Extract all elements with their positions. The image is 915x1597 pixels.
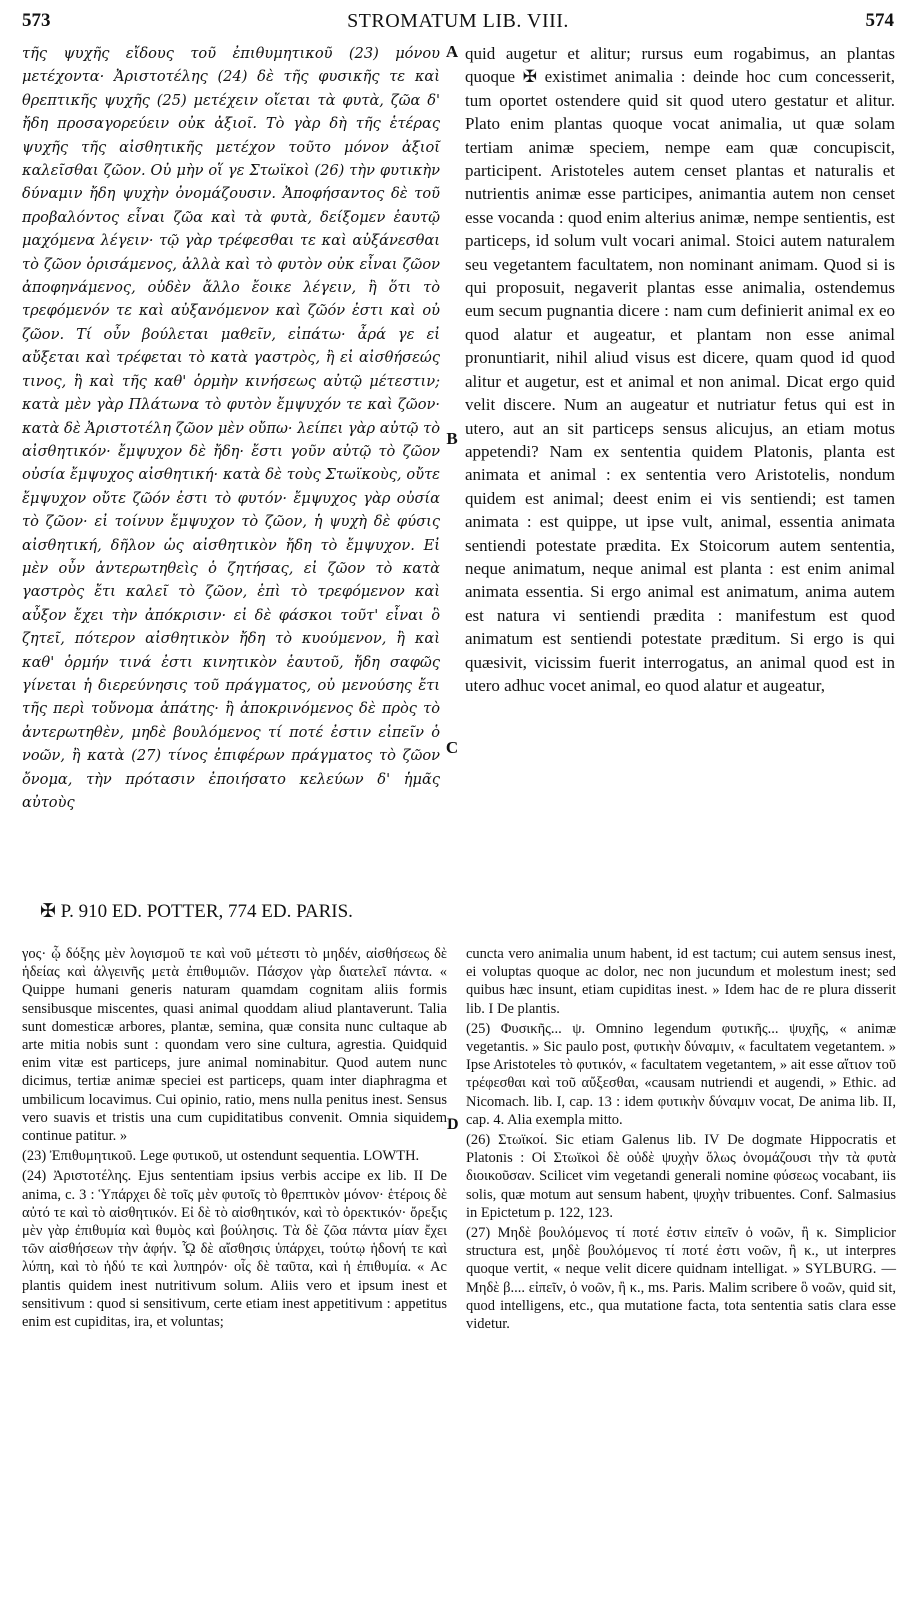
greek-paragraph: τῆς ψυχῆς εἴδους τοῦ ἐπιθυμητικοῦ (23) μόνου μετέχοντα· Ἀριστοτέλης (24) δὲ τῆς φυσικῆς τε καὶ θρεπτικῆς ψυχῆς (25) μετέχειν οἴεται τὰ φυτὰ, ζῶα δ' ἤδη προσαγορεύειν οὐκ ἀξιοῖ. Τὸ γὰρ δὴ τῆς ἑτέρας ψυχῆς τῆς αἰσθητικῆς μετέχον τοῦτο μόνον ἀξιοῖ καλεῖσθαι ζῶον. Οὐ μὴν οἵ γε Στωϊκοὶ (26) τὴν φυτικὴν δύναμιν ἤδη ψυχὴν ὀνομάζουσιν. Ἀποφήσαντος δὲ τοῦ προβαλόντος εἶναι ζῶα καὶ τὰ φυτὰ, δείξομεν ἑαυτῷ μαχόμενα λέγειν· τῷ γὰρ τρέφεσθαι τε καὶ αὐξάνεσθαι τὸ ζῶον ὁρισάμενος, ἀλλὰ καὶ τὸ φυτὸν οὐκ εἶναι ζῶον ἀποφηνάμενος, οὐδὲν ἄλλο ἔοικε λέγειν, ἢ ὅτι τὸ τρεφόμενόν τε καὶ αὐξανόμενον καὶ ζῶόν ἐστι καὶ οὐ ζῶον. Τί οὖν βούλεται μαθεῖν, εἰπάτω· ἆρά γε εἰ αὔξεται καὶ τρέφεται τὸ κατὰ γαστρὸς, ἢ εἰ αἰσθήσεώς τινος, ἢ καὶ τῆς καθ' ὁρμὴν κινήσεως αὐτῷ μέτεστιν; κατὰ μὲν γὰρ Πλάτωνα τὸ φυτὸν ἔμψυχόν τε καὶ ζῶον· κατὰ δὲ Ἀριστοτέλη ζῶον μὲν οὔπω· λείπει γὰρ αὐτῷ τὸ αἰσθητικόν· ἔμψυχον δὲ ἤδη· ἔστι γοῦν αὐτῷ τὸ ζῶον οὐσία ἔμψυχος αἰσθητική· κατὰ δὲ τοὺς Στωϊκοὺς, οὔτε ἔμψυχον οὔτε ζῶόν ἐστι τὸ φυτόν· ἔμψυχος γὰρ οὐσία τὸ ζῶον· εἰ τοίνυν ἔμψυχον τὸ ζῶον, ἡ ψυχὴ δὲ φύσις αἰσθητική, δῆλον ὡς αἰσθητικὸν ἤδη τὸ ἔμψυχον. Εἰ μὲν οὖν ἀντερωτηθεὶς ὁ ζητήσας, εἰ ζῶον τὸ κατὰ γαστρὸς ἔτι καλεῖ τὸ ζῶον, ἐπὶ τὸ τρεφόμενον καὶ αὖξον ἔχει τὴν ἀπόκρισιν· εἰ δὲ φάσκοι τοῦτ' εἶναι ὃ ζητεῖ, πότερον αἰσθητικὸν ἤδη τὸ κυούμενον, ἢ καὶ καθ' ὁρμήν τινά ἐστι κινητικὸν ἑαυτοῦ, ἤδη σαφῶς γίνεται ἡ διερεύνησις τοῦ πράγματος, οὐ μενούσης ἔτι τῆς περὶ τοὔνομα ἀπάτης· ἢ ἀποκρινόμενος δὲ πρὸς τὸ ἀντερωτηθὲν, μηδὲ βουλόμενος τί ποτέ ἐστιν εἰπεῖν ὁ νοῶν, ἢ κατὰ (27) τίνος ἐπιφέρων πράγματος τὸ ζῶον ὄνομα, τὴν πρότασιν ἐποιήσατο κελεύων δ' ἡμᾶς αὐτοὺς: [22, 45, 440, 811]
footnote-25: (25) Φυσικῆς... ψ. Omnino legendum φυτικῆς... ψυχῆς, « animæ vegetantis. » Sic paulo post, φυτικὴν δύναμιν, « facultatem vegetantem. » Ipse Aristoteles τὸ φυτικόν, « facultatem vegetantem, » ait esse αἴτιον τοῦ τρέφεσθαι καὶ τοῦ αὔξεσθαι, «causam nutriendi et augendi, » Ethic. ad Nicomach. lib. I, cap. 13 : idem φυτικὴν δύναμιν vocat, De anima lib. II, cap. 4. Alia exempla mitto.: [466, 1020, 896, 1128]
page-number-right: 574: [865, 10, 894, 31]
footnote-24-continuation: cuncta vero animalia unum habent, id est tactum; cui autem sensus inest, ei voluptas quoque ac dolor, nec non jucundum et molestum inest; sed quibus hæc insunt, etiam cupiditas inest. » Idem hac de re plura disserit lib. I De plantis.: [466, 946, 896, 1017]
section-mark-c: C: [445, 738, 459, 757]
latin-paragraph: quid augetur et alitur; rursus eum rogabimus, an plantas quoque ✠ existimet animalia : deinde hoc cum concesserit, tum oportet ostendere quid sit quod utero gestatur et alitur. Plato enim plantas quoque vocat animalia, ut quæ solam tertiam animæ speciem, nempe eam quæ concupiscit, participent. Aristoteles autem censet plantas et naturalis et nutrientis animæ esse participes, animantia autem non censet esse vocanda : quod enim alterius animæ, nempe sentientis, est particeps, id solum vult vocari animal. Stoici autem naturalem seu vegetantem facultatem, non nominant animam. Quod si is qui proposuit, negaverit plantas esse animalia, ostendemus eum secum pugnantia dicere : nam cum definierit animal ex eo quod alatur et augeatur, et plantam non esse animal pronuntiarit, nihil aliud visus est dicere, quam quod id quod alitur et augetur, est et animal et non animal. Dicat ergo quid velit discere. Num an augeatur et nutriatur fetus qui est in utero, aut an sit particeps sensus alicujus, an etiam motus appetendi? Nam ex sententia quidem Platonis, planta est animata et animal : ex sententia vero Aristotelis, nondum quidem est animal; deest enim ei vis sentiendi; est tamen animata : est quippe, ut ipse vult, animal, essentia animata sentiendi potestate prædita. Ex Stoicorum autem sententia, neque animatum, neque animal est planta : est enim animal animata essentia. Si ergo animal est animatum, anima autem est natura vi sentiendi prædita : manifestum est quod animatum est sentiendi potestate præditum. Si ergo is qui quæsivit, vicissim fuerit interrogatus, an animal quod est in utero adhuc vocet animal, eo quod alatur et augeatur,: [465, 44, 895, 695]
footnote-26: (26) Στωϊκοί. Sic etiam Galenus lib. IV De dogmate Hippocratis et Platonis : Οἱ Στωϊκοὶ δὲ οὐδὲ ψυχὴν ὅλως ὀνομάζουσι τὴν τὰ φυτὰ διοικοῦσαν. Scilicet vim vegetandi generali nomine φύσεως vocabant, iis solis, quæ motum aut sensum habent, ψυχὴν tribuentes. Conf. Salmasius in Epictetum p. 122, 123.: [466, 1132, 896, 1221]
footnote-27: (27) Μηδὲ βουλόμενος τί ποτέ ἐστιν εἰπεῖν ὁ νοῶν, ἢ κ. Simplicior structura est, μηδὲ βουλόμενος τί ποτέ ἐστι νοῶν, ἢ κ., ut interpres quoque vertit, « neque velit dicere quidnam intelligat. » SYLBURG. — Μηδὲ β.... εἰπεῖν, ὁ νοῶν, ἢ κ., ms. Paris. Malim scribere ὃ νοῶν, quid sit, quod intelligens, etc., qua mutatione facta, tota sententia satis clara esse videtur.: [466, 1225, 896, 1333]
section-mark-a: A: [445, 42, 459, 61]
footnote-continuation: γος· ᾧ δόξης μὲν λογισμοῦ τε καὶ νοῦ μέτεστι τὸ μηδέν, αἰσθήσεως δὲ ἡδείας καὶ ἀλγεινῆς μετὰ ἐπιθυμιῶν. Πάσχον γὰρ διατελεῖ πάντα. « Quippe humani generis naturam quamdam cognitam aliis formis sensibusque miscentes, quasi animal quoddam aliud plantaverunt. Talia sunt domesticæ arbores, plantæ, semina, quæ consita nunc cultaque ab arte mitia nobis sunt : quondam vero sine cultura, agrestia. Quidquid enim vitæ est particeps, jure animal nominabitur. Quod autem nunc dicimus, tertiæ animæ speciei est particeps, quam inter diaphragma et umbilicum locavimus. Cui opinio, ratio, mens nulla penitus inest. Sensus vero suavis et tristis una cum cupiditatibus convenit. Omnia siquidem continue patitur. »: [22, 946, 447, 1145]
running-header: [22, 10, 894, 38]
latin-text-column: [465, 42, 895, 697]
section-mark-d: D: [447, 1116, 459, 1133]
notes-left-column: [22, 945, 447, 1331]
footnote-24: (24) Ἀριστοτέλης. Ejus sententiam ipsius verbis accipe ex lib. II De anima, c. 3 : Ὑπάρχει δὲ τοῖς μὲν φυτοῖς τὸ θρεπτικὸν μόνον· ἑτέροις δὲ αὐτό τε καὶ τὸ αἰσθητικόν. Εἰ δὲ τὸ αἰσθητικόν, καὶ τὸ ὀρεκτικόν· ὄρεξις μὲν γὰρ ἐπιθυμία καὶ θυμὸς καὶ βούλησις. Τὰ δὲ ζῶα πάντα μίαν ἔχει τῶν αἰσθήσεων τὴν ἁφήν. ᾯ δὲ αἴσθησις ὑπάρχει, τούτῳ ἡδονή τε καὶ λύπη, καὶ τὸ ἡδύ τε καὶ λυπηρόν· οἷς δὲ ταῦτα, καὶ ἡ ἐπιθυμία. « Ac plantis quidem inest nutritivum solum. Aliis vero et ipsum inest et sensitivum : quod si sensitivum, certe etiam inest appetitivum : appetitus enim est cupiditas, ira, et voluntas;: [22, 1168, 447, 1331]
running-title: STROMATUM LIB. VIII.: [347, 10, 569, 32]
section-mark-b: B: [446, 429, 458, 448]
edition-reference: ✠ P. 910 ED. POTTER, 774 ED. PARIS.: [40, 901, 353, 922]
footnote-23: (23) Ἐπιθυμητικοῦ. Lege φυτικοῦ, ut ostendunt sequentia. LOWTH.: [22, 1148, 420, 1165]
greek-text-column: [22, 42, 440, 814]
page-number-left: 573: [22, 10, 51, 31]
notes-right-column: [466, 945, 896, 1333]
